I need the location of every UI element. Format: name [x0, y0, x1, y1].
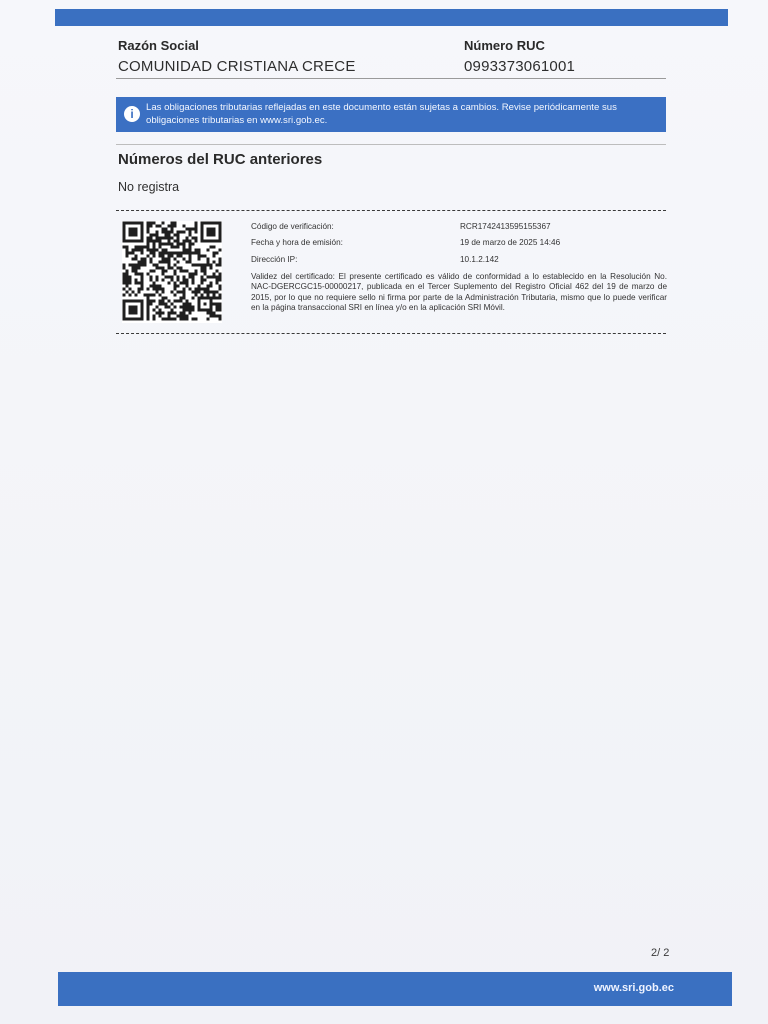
previous-ruc-value: No registra	[118, 180, 180, 194]
ruc-block	[464, 37, 575, 78]
notice-text: Las obligaciones tributarias reflejadas en este documento están sujetas a cambios. Revise periódicamente sus obligaciones tributarias en www.sri.gob.ec.	[146, 102, 617, 126]
footer-band	[58, 972, 732, 1006]
ruc-value: 0993373061001	[464, 58, 576, 75]
top-blue-band	[55, 9, 728, 26]
info-icon: i	[124, 106, 140, 122]
ruc-label: Número RUC	[464, 38, 545, 53]
verification-code-value: RCR1742413595155367	[460, 222, 551, 231]
emission-date-value: 19 de marzo de 2025 14:46	[460, 238, 561, 247]
verification-code-label: Código de verificación:	[251, 222, 334, 231]
dashed-divider-bottom	[116, 333, 666, 334]
razon-social-label: Razón Social	[118, 38, 199, 53]
razon-social-block	[118, 37, 356, 78]
razon-social-value: COMUNIDAD CRISTIANA CRECE	[118, 58, 356, 75]
previous-ruc-title: Números del RUC anteriores	[118, 151, 323, 168]
header-divider	[116, 78, 666, 79]
emission-date-label: Fecha y hora de emisión:	[251, 238, 343, 247]
page-number: 2/ 2	[651, 947, 670, 959]
notice-divider	[116, 144, 666, 145]
dashed-divider-top	[116, 210, 666, 211]
ip-address-value: 10.1.2.142	[460, 255, 499, 264]
ip-address-label: Dirección IP:	[251, 255, 298, 264]
notice-banner	[116, 97, 666, 132]
footer-url: www.sri.gob.ec	[593, 982, 674, 994]
certificate-validity-text: Validez del certificado: El presente certificado es válido de conformidad a lo establecido en la Resolución No. NAC-DGERCGC15-00000217, publicada en el Tercer Suplemento del Registro Oficial 462 del 19 de marzo de 2015, por lo que no requiere sello ni firma por parte de la Administración Tributaria, mismo que lo puede verificar en la página transaccional SRI en línea y/o en la aplicación SRI Móvil.	[251, 272, 667, 313]
qr-code-icon	[122, 221, 222, 323]
